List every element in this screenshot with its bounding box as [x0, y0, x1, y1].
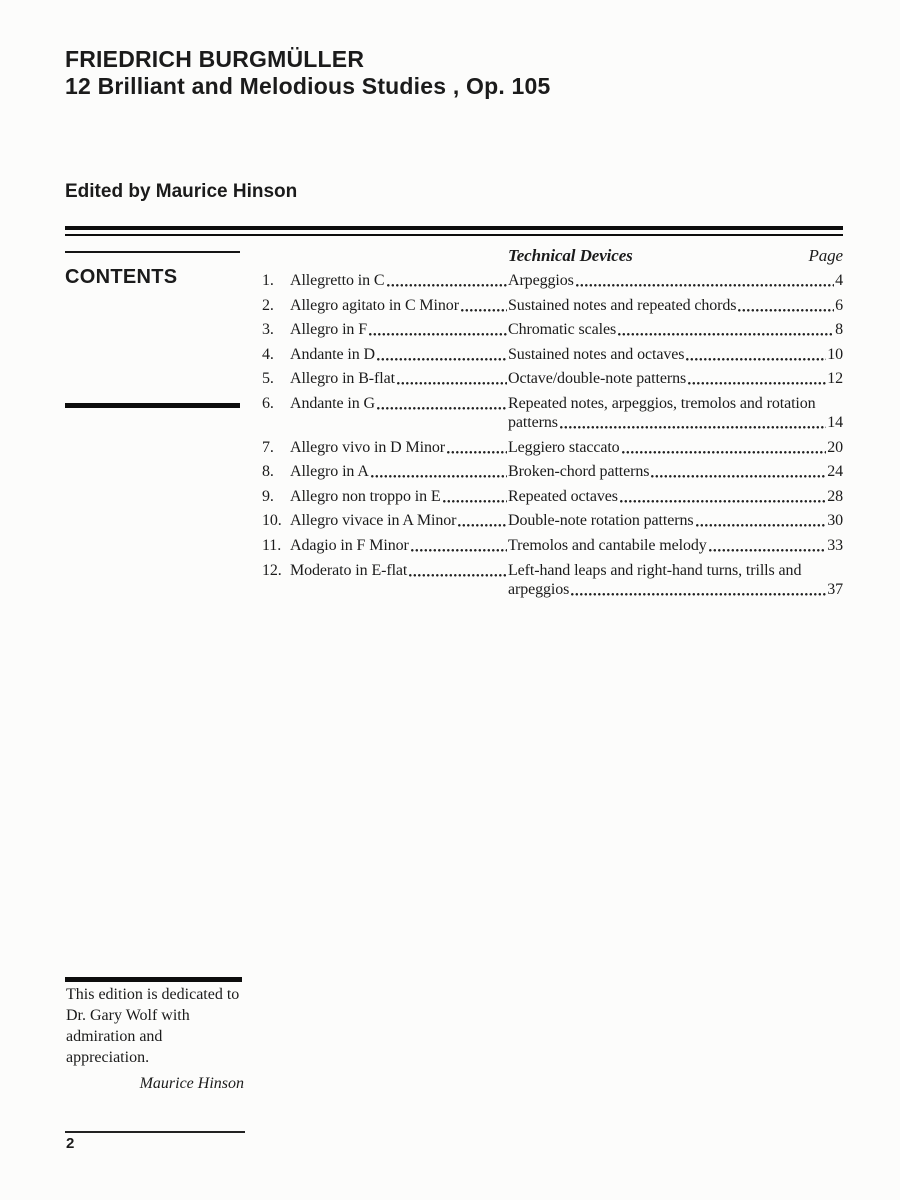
toc-entry-device: Octave/double-note patterns [508, 370, 687, 388]
dot-leader [651, 475, 826, 478]
toc-entry-page: 12 [827, 370, 843, 388]
dot-leader [571, 593, 826, 596]
toc-entry-device: Repeated notes, arpeggios, tremolos and rotation [508, 394, 816, 412]
toc-entry-device: Sustained notes and octaves [508, 345, 685, 363]
toc-entry-title: Allegro in A [290, 463, 369, 481]
toc-entry-number: 10. [262, 512, 282, 530]
dot-leader [387, 284, 508, 287]
dedication-signature: Maurice Hinson [139, 1075, 244, 1092]
dot-leader [576, 284, 834, 287]
toc-entry [262, 345, 843, 364]
contents-top-rule [65, 251, 240, 253]
page-number: 2 [66, 1135, 75, 1152]
toc-entry-number: 6. [262, 394, 274, 412]
dot-leader [377, 407, 507, 410]
toc-entry-device: Chromatic scales [508, 321, 617, 339]
dot-leader [411, 549, 507, 552]
toc-entry-device-cont: arpeggios [508, 580, 570, 598]
column-header-page: Page [808, 246, 843, 265]
dedication-line: appreciation. [66, 1049, 150, 1066]
dot-leader [560, 426, 826, 429]
toc-entry-title: Allegro vivo in D Minor [290, 438, 446, 456]
toc-entry [262, 536, 843, 555]
toc-entry [262, 320, 843, 339]
dedication-rule [65, 977, 242, 982]
toc-entry [262, 438, 843, 457]
toc-entry-title: Allegro in B-flat [290, 370, 395, 388]
toc-entry [262, 394, 843, 432]
toc-entry-number: 4. [262, 345, 274, 363]
toc-entry-number: 11. [262, 536, 282, 554]
dot-leader [409, 574, 507, 577]
toc-entry-page: 30 [827, 512, 843, 530]
contents-heading: CONTENTS [65, 266, 178, 288]
toc-entry-number: 8. [262, 463, 274, 481]
dedication-block [66, 984, 248, 1094]
dot-leader [618, 333, 834, 336]
dot-leader [622, 451, 827, 454]
toc-entry [262, 561, 843, 599]
dot-leader [371, 475, 507, 478]
toc-entry [262, 511, 843, 530]
toc-entry-page: 6 [835, 296, 843, 314]
dot-leader [688, 382, 826, 385]
dot-leader [447, 451, 507, 454]
dedication-line: Dr. Gary Wolf with [66, 1007, 190, 1024]
toc-entry-page: 10 [827, 345, 843, 363]
dot-leader [458, 524, 507, 527]
toc-entry [262, 296, 843, 315]
toc-entry-page: 20 [827, 438, 843, 456]
toc-entry-title: Allegretto in C [290, 272, 385, 289]
toc-entry-page: 24 [827, 463, 843, 481]
toc-entry-number: 9. [262, 487, 274, 505]
toc-entry [262, 487, 843, 506]
dot-leader [397, 382, 507, 385]
toc-entry-device: Sustained notes and repeated chords [508, 296, 737, 314]
dot-leader [696, 524, 827, 527]
work-title: 12 Brilliant and Melodious Studies , Op. 105 [65, 73, 551, 99]
toc-entry-number: 5. [262, 370, 274, 388]
toc-entry-title: Allegro vivace in A Minor [290, 512, 457, 530]
dot-leader [620, 500, 826, 503]
toc-entry-device: Leggiero staccato [508, 438, 620, 456]
dot-leader [709, 549, 826, 552]
toc-column-headers [262, 246, 843, 266]
dot-leader [377, 358, 507, 361]
footer-rule [65, 1131, 245, 1133]
toc-entry-title: Allegro agitato in C Minor [290, 296, 459, 314]
toc-entry-device: Broken-chord patterns [508, 463, 650, 481]
toc-entry-page: 33 [827, 536, 843, 554]
toc-entry-title: Allegro non troppo in E [290, 487, 441, 505]
dot-leader [461, 309, 507, 312]
double-rule [65, 226, 843, 236]
toc-entry-device-cont: patterns [508, 413, 558, 431]
toc-entry-title: Allegro in F [290, 321, 368, 339]
toc-entry-number: 12. [262, 561, 282, 579]
toc-entry-device: Left-hand leaps and right-hand turns, trills and [508, 561, 802, 579]
toc-entry-page: 8 [835, 321, 843, 339]
toc-entry-number: 1. [262, 272, 274, 289]
toc-entry [262, 462, 843, 481]
toc-entry-title: Adagio in F Minor [290, 536, 409, 554]
dedication-line: This edition is dedicated to [66, 986, 240, 1003]
dot-leader [686, 358, 826, 361]
toc-entry-title: Moderato in E-flat [290, 561, 408, 579]
composer-name: FRIEDRICH BURGMÜLLER [65, 46, 365, 72]
dedication-line: admiration and [66, 1028, 163, 1045]
table-of-contents [262, 246, 843, 604]
toc-entry [262, 369, 843, 388]
toc-entry-page: 4 [835, 272, 843, 289]
toc-entry-device: Arpeggios [508, 272, 574, 289]
toc-entry-number: 3. [262, 321, 274, 339]
toc-entry-device: Double-note rotation patterns [508, 512, 694, 530]
toc-entry [262, 271, 843, 290]
toc-entry-device: Tremolos and cantabile melody [508, 536, 707, 554]
column-header-technical-devices: Technical Devices [508, 246, 633, 265]
dot-leader [443, 500, 507, 503]
toc-entry-page: 28 [827, 487, 843, 505]
toc-entry-title: Andante in D [290, 345, 376, 363]
toc-entry-number: 2. [262, 296, 274, 314]
editor-credit: Edited by Maurice Hinson [65, 181, 298, 202]
dot-leader [369, 333, 507, 336]
dot-leader [738, 309, 834, 312]
toc-entry-title: Andante in G [290, 394, 376, 412]
contents-bottom-rule [65, 403, 240, 408]
toc-entry-page: 37 [827, 580, 843, 598]
toc-entry-device: Repeated octaves [508, 487, 618, 505]
toc-entry-page: 14 [827, 413, 843, 431]
title-block [65, 46, 551, 100]
toc-entry-number: 7. [262, 438, 274, 456]
